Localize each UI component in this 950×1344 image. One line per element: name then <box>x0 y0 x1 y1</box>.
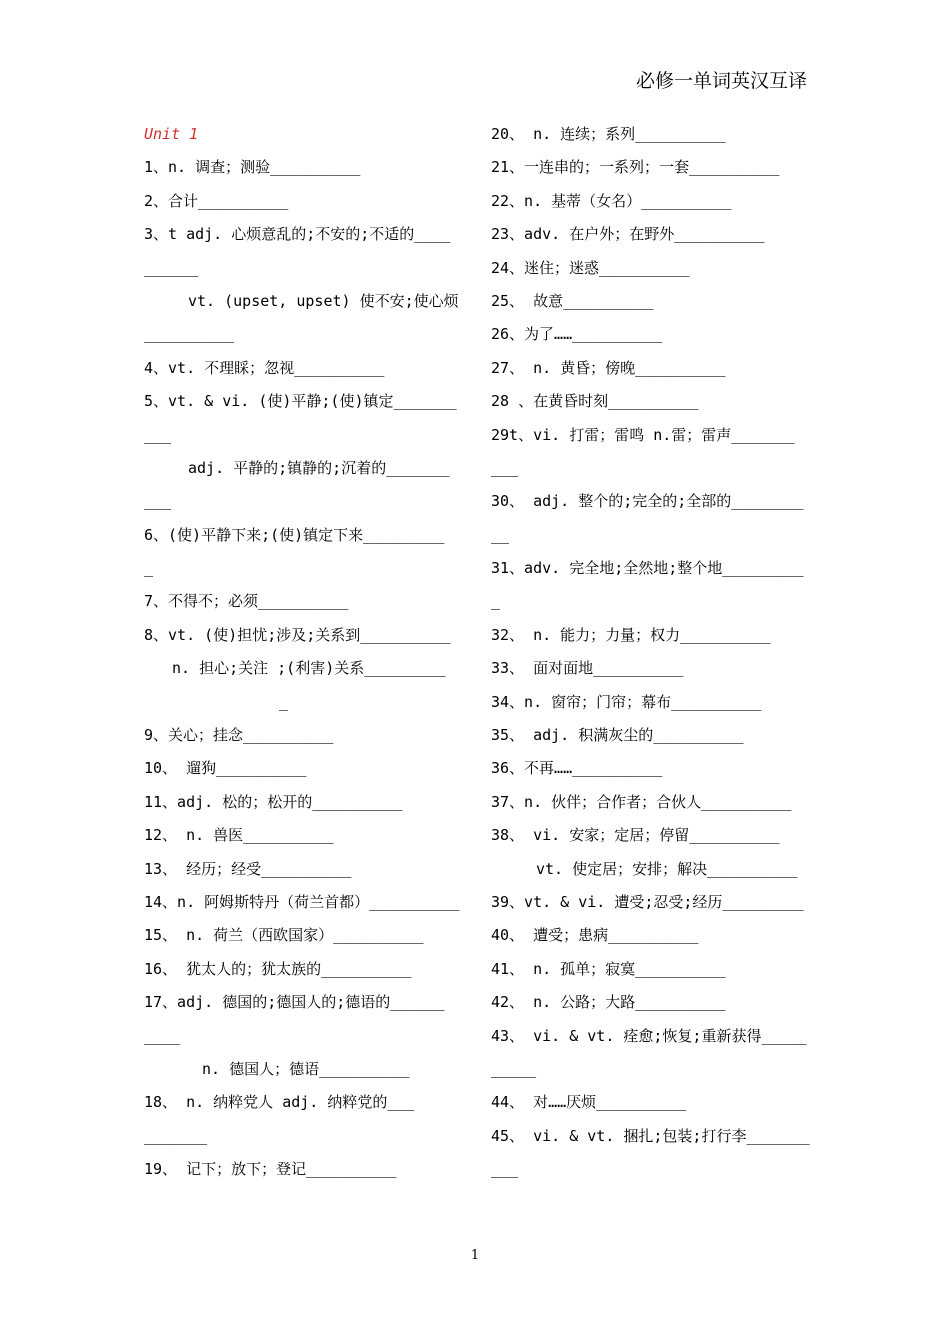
vocab-line: _______ <box>144 1126 208 1145</box>
unit-heading: Unit 1 <box>144 125 199 143</box>
vocab-line: 36、不再……__________ <box>491 759 663 778</box>
vocab-line: adj. 平静的;镇静的;沉着的_______ <box>188 458 450 477</box>
vocab-line: 38、 vi. 安家；定居；停留__________ <box>491 826 780 845</box>
vocab-line: 42、 n. 公路；大路__________ <box>491 993 726 1012</box>
vocab-line: ______ <box>144 258 199 277</box>
vocab-line: 5、vt. & vi. (使)平静;(使)镇定_______ <box>144 392 457 411</box>
vocab-line: 21、一连串的；一系列；一套__________ <box>491 158 780 177</box>
vocab-line: 4、vt. 不理睬；忽视__________ <box>144 358 385 377</box>
vocab-line: 39、vt. & vi. 遭受;忍受;经历_________ <box>491 892 804 911</box>
vocab-line: vt. (upset, upset) 使不安;使心烦 <box>188 291 459 310</box>
vocab-line: 35、 adj. 积满灰尘的__________ <box>491 726 744 745</box>
vocab-line: 44、 对……厌烦__________ <box>491 1093 687 1112</box>
left-column <box>144 118 464 1187</box>
vocab-line: _____ <box>491 1059 537 1078</box>
vocab-line: __ <box>491 525 510 544</box>
vocab-line: _ <box>491 592 501 611</box>
vocab-line: ___ <box>491 458 519 477</box>
vocab-line: 32、 n. 能力；力量；权力__________ <box>491 625 771 644</box>
vocab-line: 18、 n. 纳粹党人 adj. 纳粹党的___ <box>144 1093 415 1112</box>
vocab-line: 12、 n. 兽医__________ <box>144 826 334 845</box>
vocab-line: 16、 犹太人的；犹太族的__________ <box>144 959 412 978</box>
vocab-line: n. 德国人；德语__________ <box>202 1059 410 1078</box>
vocab-line: 34、n. 窗帘；门帘；幕布__________ <box>491 692 762 711</box>
vocab-line: 11、adj. 松的；松开的__________ <box>144 792 403 811</box>
vocab-line: 29t、vi. 打雷；雷鸣 n.雷；雷声_______ <box>491 425 795 444</box>
vocab-line: 25、 故意__________ <box>491 291 654 310</box>
vocab-line: 10、 遛狗__________ <box>144 759 307 778</box>
vocab-line: __________ <box>144 325 235 344</box>
vocab-line: ___ <box>491 1160 519 1179</box>
vocab-line: 22、n. 基蒂（女名）__________ <box>491 191 732 210</box>
vocab-line: 31、adv. 完全地;全然地;整个地_________ <box>491 559 804 578</box>
vocab-line: 26、为了……__________ <box>491 325 663 344</box>
vocab-line: 41、 n. 孤单；寂寞__________ <box>491 959 726 978</box>
vocab-line: 37、n. 伙伴；合作者；合伙人__________ <box>491 792 792 811</box>
vocab-line: 45、 vi. & vt. 捆扎;包装;打行李_______ <box>491 1126 810 1145</box>
right-column <box>491 118 811 1187</box>
vocab-line: 9、关心；挂念__________ <box>144 726 334 745</box>
vocab-line: _ <box>144 559 154 578</box>
vocab-line: 8、vt. (使)担忧;涉及;关系到__________ <box>144 625 451 644</box>
vocab-line: 20、 n. 连续；系列__________ <box>491 125 726 143</box>
vocab-line: 24、迷住；迷惑__________ <box>491 258 690 277</box>
vocab-line: 2、合计__________ <box>144 191 289 210</box>
vocab-line: ___ <box>144 492 172 511</box>
vocab-line: 40、 遭受；患病__________ <box>491 926 699 945</box>
vocab-line: 23、adv. 在户外；在野外__________ <box>491 225 765 244</box>
vocab-line: 7、不得不；必须__________ <box>144 592 349 611</box>
vocab-line: _ <box>279 692 289 711</box>
vocab-line: 19、 记下；放下；登记__________ <box>144 1160 397 1179</box>
vocab-line: 13、 经历；经受__________ <box>144 859 352 878</box>
vocab-line: 28 、在黄昏时刻__________ <box>491 392 699 411</box>
vocab-line: 3、t adj. 心烦意乱的;不安的;不适的____ <box>144 225 451 244</box>
page-number: 1 <box>470 1248 480 1263</box>
vocab-line: 30、 adj. 整个的;完全的;全部的________ <box>491 492 804 511</box>
vocab-line: 17、adj. 德国的;德国人的;德语的______ <box>144 993 445 1012</box>
page-header: 必修一单词英汉互译 <box>635 70 807 92</box>
vocab-line: 33、 面对面地__________ <box>491 659 684 678</box>
vocab-line: vt. 使定居；安排；解决__________ <box>536 859 798 878</box>
vocab-line: 14、n. 阿姆斯特丹（荷兰首都）__________ <box>144 892 460 911</box>
vocab-line: 6、(使)平静下来;(使)镇定下来_________ <box>144 525 445 544</box>
vocab-line: 27、 n. 黄昏；傍晚__________ <box>491 358 726 377</box>
vocab-line: 1、n. 调查；测验__________ <box>144 158 361 177</box>
vocab-line: ___ <box>144 425 172 444</box>
vocab-line: 43、 vi. & vt. 痊愈;恢复;重新获得_____ <box>491 1026 807 1045</box>
vocab-line: n. 担心;关注 ;(利害)关系_________ <box>172 659 446 678</box>
vocab-line: 15、 n. 荷兰（西欧国家）__________ <box>144 926 424 945</box>
vocab-line: ____ <box>144 1026 181 1045</box>
